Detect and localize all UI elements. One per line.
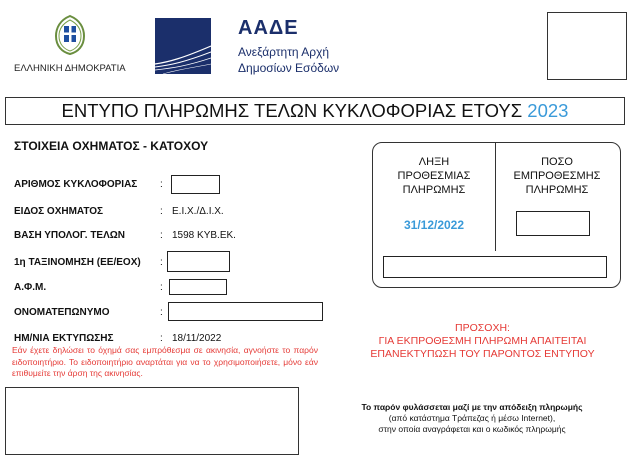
amount-label (497, 155, 617, 197)
print-date-value: 18/11/2022 (172, 333, 222, 344)
aade-title: ΑΑΔΕ (238, 17, 299, 39)
footer-line-2: (από κατάστημα Τράπεζας ή μέσω Internet), (388, 413, 556, 423)
late-payment-warning (330, 322, 635, 361)
footer-note (322, 402, 622, 435)
plate-colon: : (160, 179, 163, 190)
name-field[interactable] (168, 302, 323, 321)
first-reg-colon: : (160, 257, 163, 268)
greek-coat-of-arms (52, 14, 88, 56)
inactivity-note: Εάν έχετε δηλώσει το όχημά σας εμπρόθεσμα σε ακινησία, αγνοήστε το παρόν ειδοποιητήριο. Το ειδοποιητήριο αναρτάται για να το χρησιμοποιήσετε, μόνο εάν επιθυμείτε την άρση της ακινησίας. (12, 345, 318, 378)
print-date-label: ΗΜ/ΝΙΑ ΕΚΤΥΠΩΣΗΣ (14, 333, 114, 344)
print-date-colon: : (160, 333, 163, 344)
form-year: 2023 (527, 100, 569, 121)
footer-line-1: Το παρόν φυλάσσεται μαζί με την απόδειξη πληρωμής (361, 402, 583, 412)
amount-line-2: ΕΜΠΡΟΘΕΣΜΗΣ (513, 170, 601, 182)
name-label: ΟΝΟΜΑΤΕΠΩΝΥΜΟ (14, 307, 110, 318)
top-right-box (547, 12, 627, 80)
form-title: ΕΝΤΥΠΟ ΠΛΗΡΩΜΗΣ ΤΕΛΩΝ ΚΥΚΛΟΦΟΡΙΑΣ ΕΤΟΥΣ (61, 100, 523, 121)
aade-logo-mark (155, 18, 211, 74)
deadline-line-3: ΠΛΗΡΩΜΗΣ (402, 184, 466, 196)
aade-subtitle-1: Ανεξάρτητη Αρχή (238, 45, 330, 59)
deadline-label (374, 155, 494, 197)
amount-line-1: ΠΟΣΟ (541, 156, 573, 168)
payment-code-field[interactable] (383, 256, 607, 278)
deadline-line-2: ΠΡΟΘΕΣΜΙΑΣ (397, 170, 471, 182)
afm-colon: : (160, 282, 163, 293)
warning-line-3: ΕΠΑΝΕΚΤΥΠΩΣΗ ΤΟΥ ΠΑΡΟΝΤΟΣ ΕΝΤΥΠΟΥ (370, 348, 595, 360)
afm-label: Α.Φ.Μ. (14, 282, 47, 293)
section-title: ΣΤΟΙΧΕΙΑ ΟΧΗΜΑΤΟΣ - ΚΑΤΟΧΟΥ (14, 139, 209, 153)
first-reg-field[interactable] (167, 251, 230, 272)
bottom-left-box (5, 387, 299, 455)
name-colon: : (160, 307, 163, 318)
type-colon: : (160, 206, 163, 217)
deadline-line-1: ΛΗΞΗ (418, 156, 450, 168)
first-reg-label: 1η ΤΑΞΙΝΟΜΗΣΗ (ΕΕ/ΕΟΧ) (14, 257, 141, 268)
footer-line-3: στην οποία αναγράφεται και ο κωδικός πληρωμής (378, 424, 566, 434)
plate-field[interactable] (171, 175, 220, 194)
amount-field[interactable] (516, 211, 590, 236)
aade-subtitle-2: Δημοσίων Εσόδων (238, 61, 340, 75)
type-value: Ε.Ι.Χ./Δ.Ι.Χ. (172, 206, 224, 217)
warning-line-1: ΠΡΟΣΟΧΗ: (455, 322, 510, 334)
amount-line-3: ΠΛΗΡΩΜΗΣ (525, 184, 589, 196)
gov-name: ΕΛΛΗΝΙΚΗ ΔΗΜΟΚΡΑΤΙΑ (14, 63, 126, 74)
warning-line-2: ΓΙΑ ΕΚΠΡΟΘΕΣΜΗ ΠΛΗΡΩΜΗ ΑΠΑΙΤΕΙΤΑΙ (378, 335, 587, 347)
payment-divider (495, 143, 496, 251)
afm-field[interactable] (169, 279, 227, 295)
deadline-value: 31/12/2022 (403, 218, 465, 232)
plate-label: ΑΡΙΘΜΟΣ ΚΥΚΛΟΦΟΡΙΑΣ (14, 179, 138, 190)
base-label: ΒΑΣΗ ΥΠΟΛΟΓ. ΤΕΛΩΝ (14, 230, 126, 241)
base-value: 1598 ΚΥΒ.ΕΚ. (172, 230, 236, 241)
base-colon: : (160, 230, 163, 241)
title-bar (5, 97, 625, 125)
type-label: ΕΙΔΟΣ ΟΧΗΜΑΤΟΣ (14, 206, 104, 217)
